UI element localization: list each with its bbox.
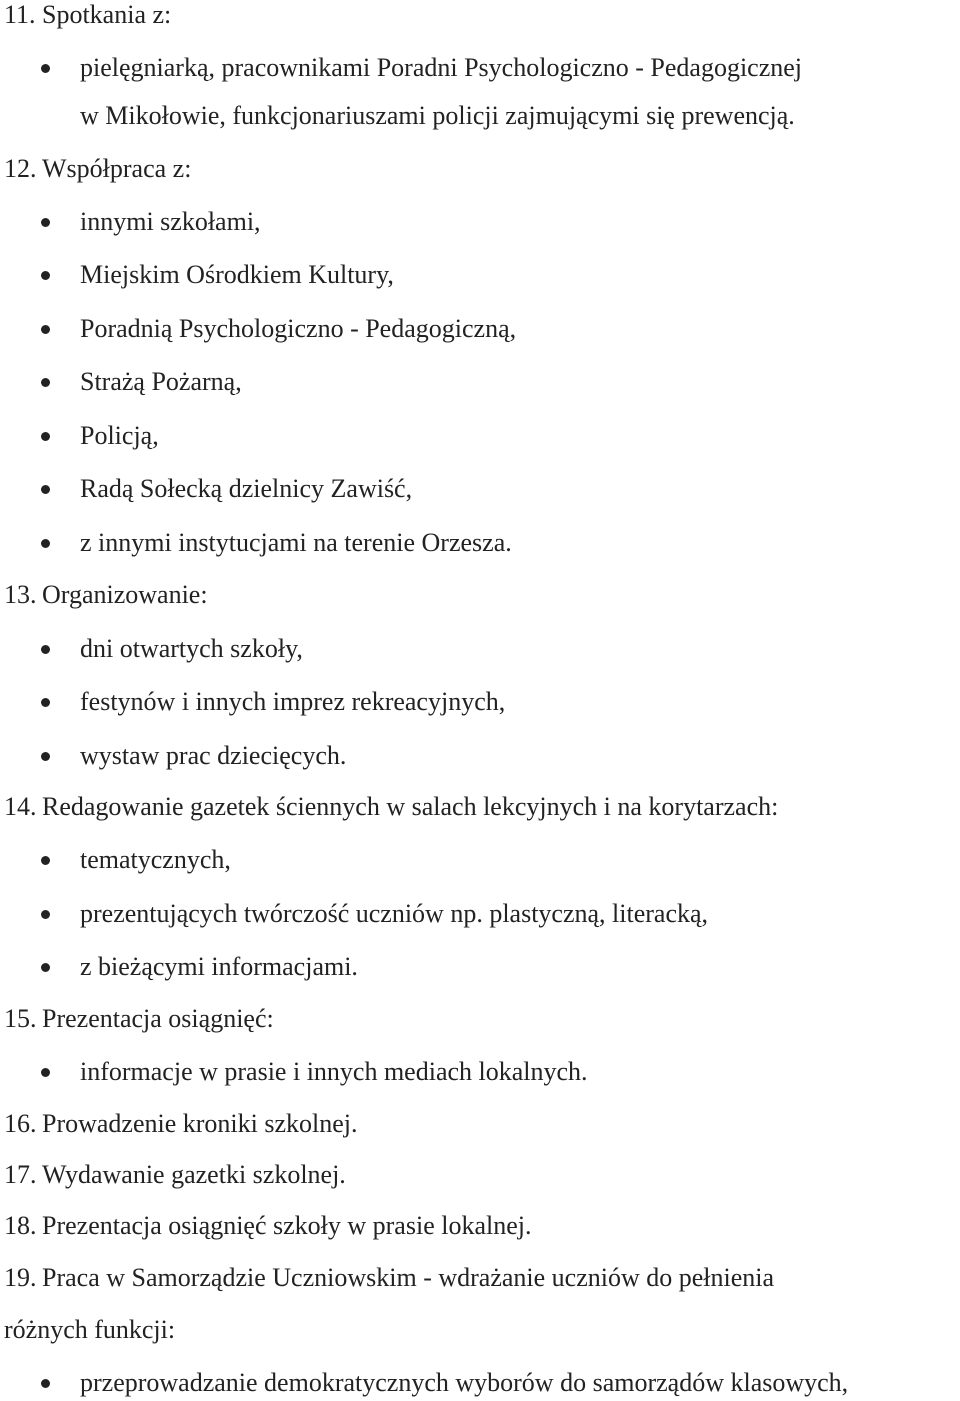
section-title: Prowadzenie kroniki szkolnej. xyxy=(42,1109,358,1138)
section-number: 11. xyxy=(4,0,36,29)
list-item-text: Policją, xyxy=(80,421,159,450)
section-number: 15. xyxy=(4,1004,37,1033)
bullet-icon xyxy=(41,378,50,387)
section-title: Wydawanie gazetki szkolnej. xyxy=(42,1160,346,1189)
list-item-text: Strażą Pożarną, xyxy=(80,367,242,396)
list-item-text: w Mikołowie, funkcjonariuszami policji zajmującymi się prewencją. xyxy=(80,101,795,130)
list-item-text: z innymi instytucjami na terenie Orzesza. xyxy=(80,528,512,557)
list-item-text: Miejskim Ośrodkiem Kultury, xyxy=(80,260,394,289)
list-item-text: tematycznych, xyxy=(80,845,231,874)
section-title: Prezentacja osiągnięć: xyxy=(42,1004,274,1033)
list-item-text: dni otwartych szkoły, xyxy=(80,634,303,663)
section-title: różnych funkcji: xyxy=(4,1315,176,1344)
section-title: Spotkania z: xyxy=(42,0,172,29)
bullet-icon xyxy=(41,645,50,654)
bullet-icon xyxy=(41,271,50,280)
list-item-text: festynów i innych imprez rekreacyjnych, xyxy=(80,687,506,716)
list-item-text: Radą Sołecką dzielnicy Zawiść, xyxy=(80,474,413,503)
bullet-icon xyxy=(41,1068,50,1077)
bullet-icon xyxy=(41,64,50,73)
section-title: Redagowanie gazetek ściennych w salach lekcyjnych i na korytarzach: xyxy=(42,792,779,821)
bullet-icon xyxy=(41,432,50,441)
section-number: 18. xyxy=(4,1211,37,1240)
bullet-icon xyxy=(41,856,50,865)
list-item-text: innymi szkołami, xyxy=(80,207,261,236)
section-number: 13. xyxy=(4,580,37,609)
bullet-icon xyxy=(41,752,50,761)
section-title: Prezentacja osiągnięć szkoły w prasie lokalnej. xyxy=(42,1211,532,1240)
list-item-text: z bieżącymi informacjami. xyxy=(80,952,358,981)
section-title: Organizowanie: xyxy=(42,580,208,609)
list-item-text: Poradnią Psychologiczno - Pedagogiczną, xyxy=(80,314,517,343)
section-title: Współpraca z: xyxy=(42,154,192,183)
bullet-icon xyxy=(41,218,50,227)
list-item-text: pielęgniarką, pracownikami Poradni Psychologiczno - Pedagogicznej xyxy=(80,53,803,82)
list-item-text: prezentujących twórczość uczniów np. plastyczną, literacką, xyxy=(80,899,709,928)
section-title: Praca w Samorządzie Uczniowskim - wdrażanie uczniów do pełnienia xyxy=(42,1263,775,1292)
section-number: 17. xyxy=(4,1160,37,1189)
section-number: 19. xyxy=(4,1263,37,1292)
list-item-text: informacje w prasie i innych mediach lokalnych. xyxy=(80,1057,588,1086)
bullet-icon xyxy=(41,910,50,919)
bullet-icon xyxy=(41,539,50,548)
section-number: 16. xyxy=(4,1109,37,1138)
bullet-icon xyxy=(41,485,50,494)
bullet-icon xyxy=(41,1379,50,1388)
section-number: 14. xyxy=(4,792,37,821)
bullet-icon xyxy=(41,963,50,972)
list-item-text: wystaw prac dziecięcych. xyxy=(80,741,347,770)
bullet-icon xyxy=(41,698,50,707)
section-number: 12. xyxy=(4,154,37,183)
list-item-text: przeprowadzanie demokratycznych wyborów do samorządów klasowych, xyxy=(80,1368,849,1397)
bullet-icon xyxy=(41,325,50,334)
